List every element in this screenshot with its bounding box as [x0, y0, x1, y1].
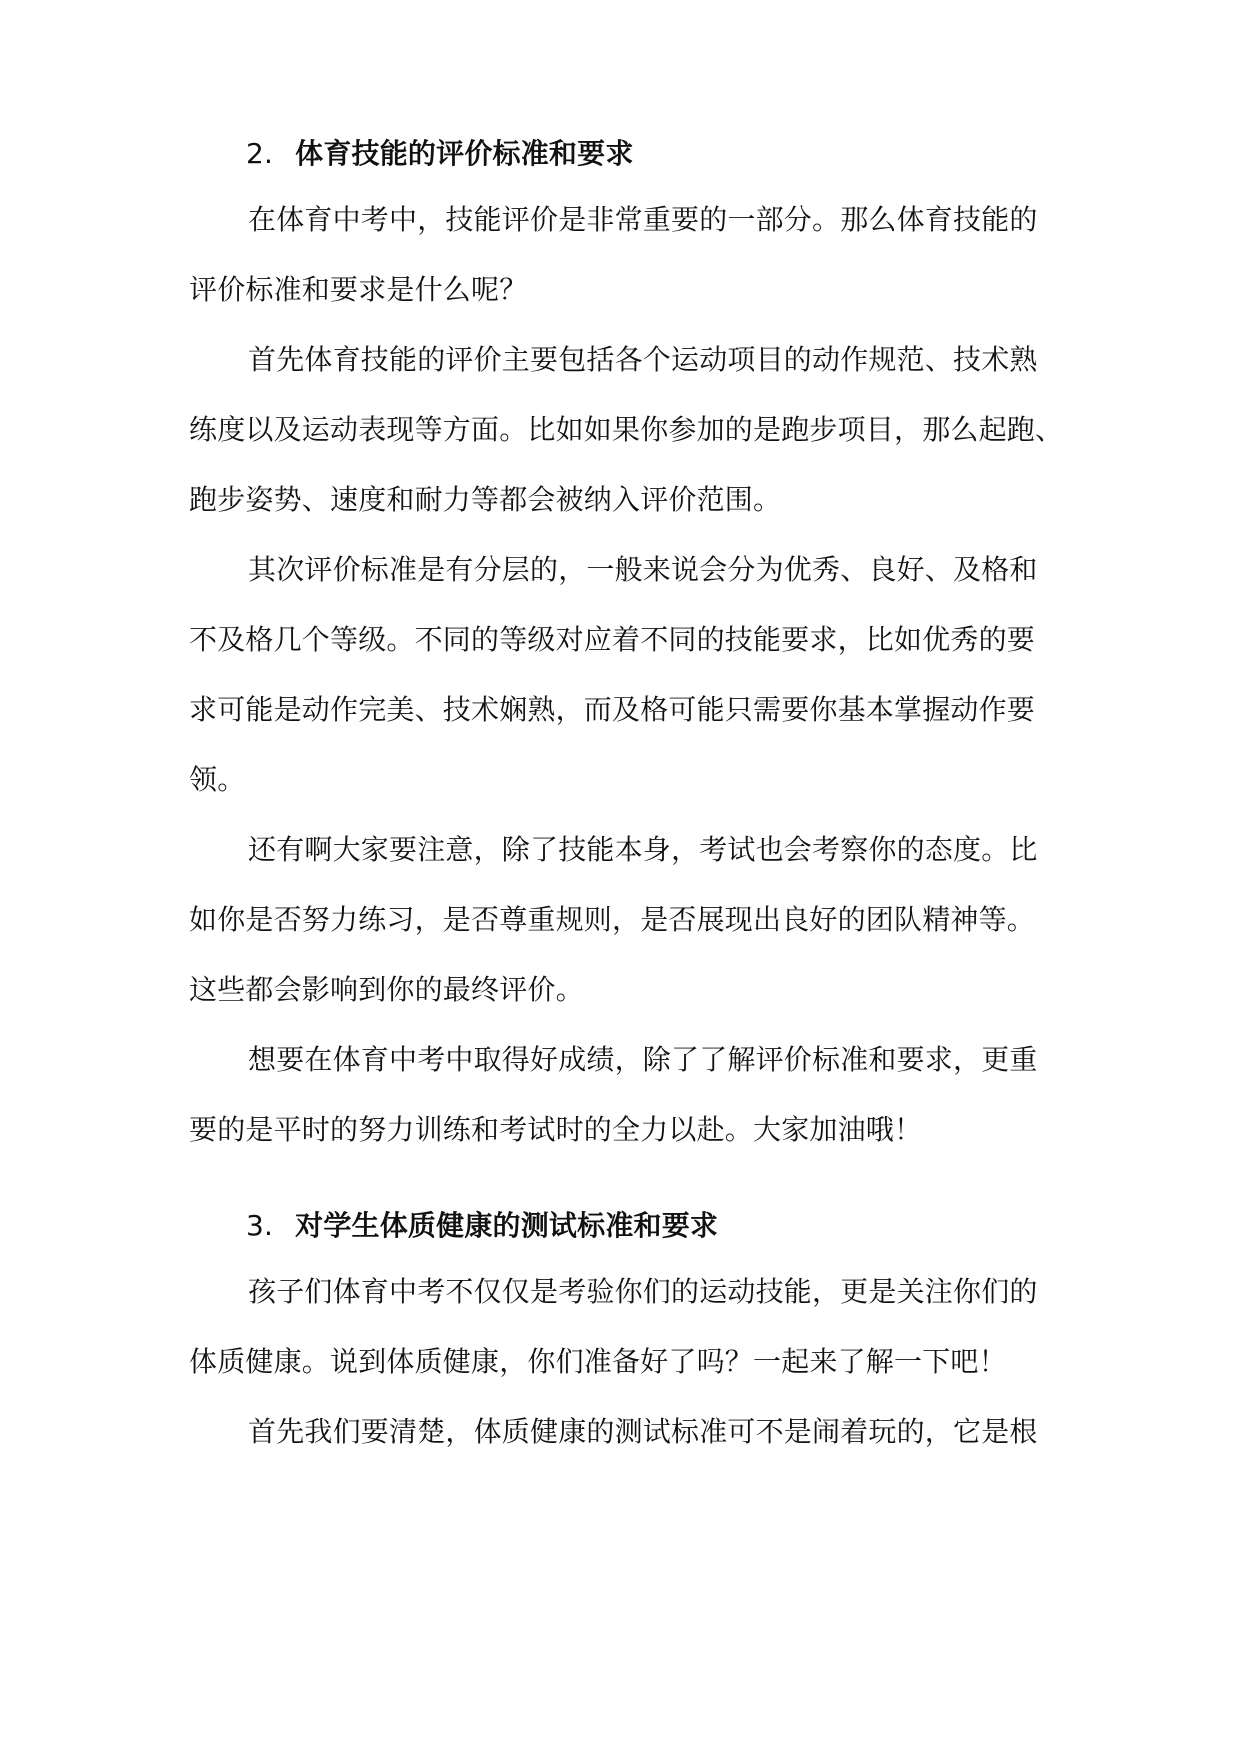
paragraph-line: 想要在体育中考中取得好成绩，除了了解评价标准和要求，更重 [248, 1043, 1038, 1076]
paragraph-line: 孩子们体育中考不仅仅是考验你们的运动技能，更是关注你们的 [248, 1275, 1038, 1308]
paragraph-line: 体质健康。说到体质健康，你们准备好了吗？一起来了解一下吧！ [189, 1345, 1007, 1378]
section-heading-2 [246, 132, 1061, 176]
paragraph-line: 首先体育技能的评价主要包括各个运动项目的动作规范、技术熟 [248, 343, 1038, 376]
section-number: 2. [246, 137, 274, 170]
paragraph-line: 评价标准和要求是什么呢？ [189, 273, 528, 306]
paragraph-line: 首先我们要清楚，体质健康的测试标准可不是闹着玩的，它是根 [248, 1415, 1038, 1448]
section-number: 3. [246, 1209, 274, 1242]
section-title: 对学生体质健康的测试标准和要求 [295, 1209, 719, 1242]
paragraph-line: 不及格几个等级。不同的等级对应着不同的技能要求，比如优秀的要 [189, 623, 1036, 656]
paragraph-line: 如你是否努力练习，是否尊重规则，是否展现出良好的团队精神等。 [189, 903, 1036, 936]
section-heading-3 [246, 1204, 1061, 1248]
paragraph-line: 其次评价标准是有分层的，一般来说会分为优秀、良好、及格和 [248, 553, 1038, 586]
paragraph-line: 跑步姿势、速度和耐力等都会被纳入评价范围。 [189, 483, 782, 516]
paragraph-line: 求可能是动作完美、技术娴熟，而及格可能只需要你基本掌握动作要 [189, 693, 1036, 726]
paragraph-line: 这些都会影响到你的最终评价。 [189, 973, 584, 1006]
paragraph-line: 还有啊大家要注意，除了技能本身，考试也会考察你的态度。比 [248, 833, 1038, 866]
paragraph-line: 在体育中考中，技能评价是非常重要的一部分。那么体育技能的 [248, 203, 1038, 236]
paragraph-line: 领。 [189, 763, 246, 796]
paragraph-line: 要的是平时的努力训练和考试时的全力以赴。大家加油哦！ [189, 1113, 923, 1146]
paragraph-line: 练度以及运动表现等方面。比如如果你参加的是跑步项目，那么起跑、 [189, 413, 1064, 446]
section-title: 体育技能的评价标准和要求 [295, 137, 634, 170]
